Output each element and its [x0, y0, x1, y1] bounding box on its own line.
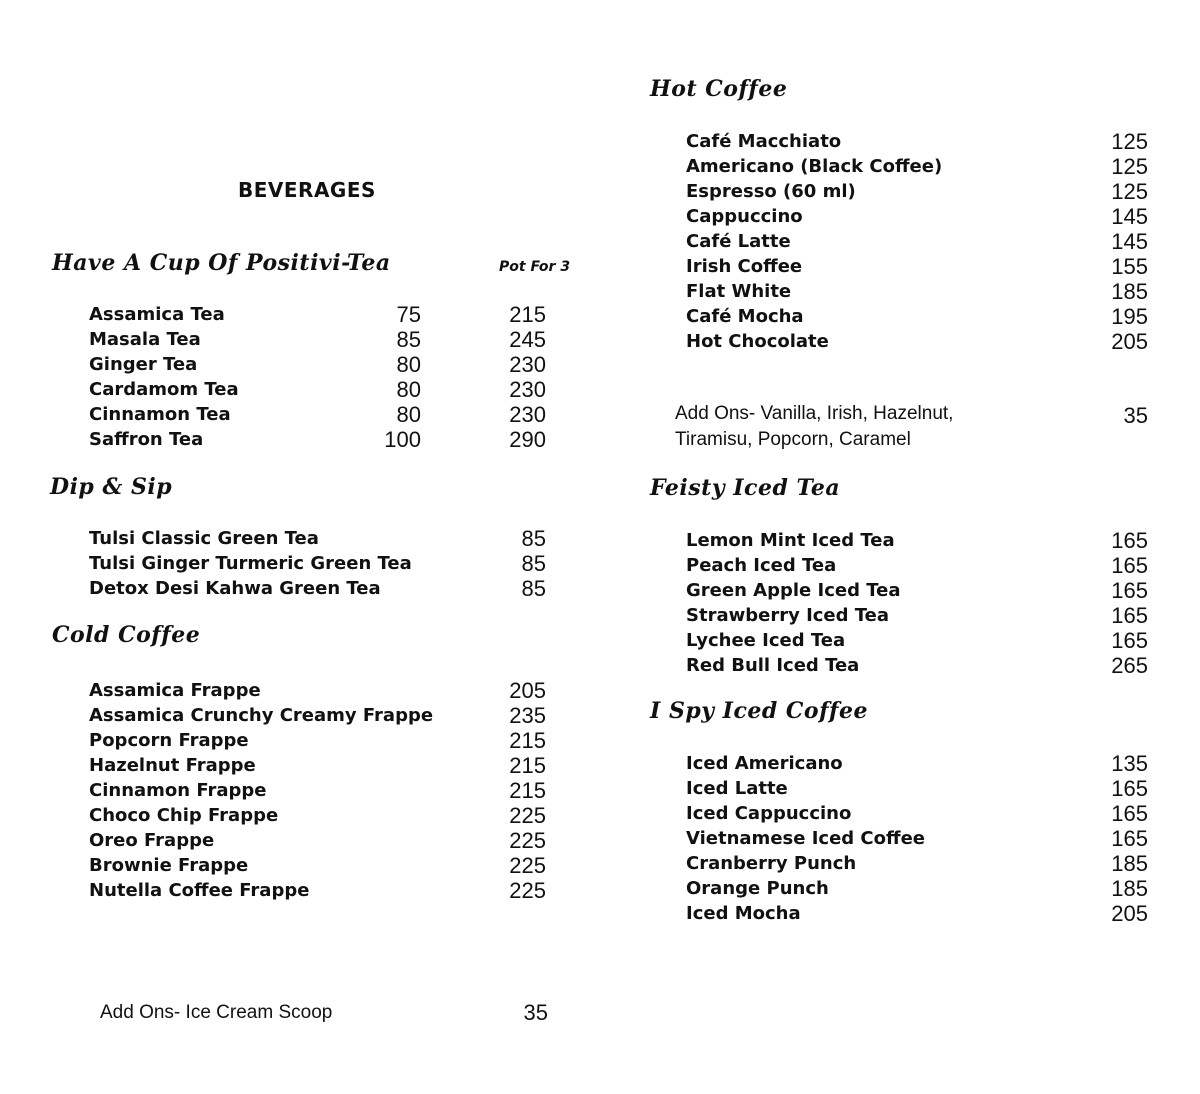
list-item: [686, 204, 1156, 229]
iced-coffee-section-heading: I Spy Iced Coffee: [650, 698, 868, 724]
item-name: Detox Desi Kahwa Green Tea: [89, 578, 381, 599]
item-name: Orange Punch: [686, 878, 829, 899]
item-name: Lychee Iced Tea: [686, 630, 846, 651]
item-name: Lemon Mint Iced Tea: [686, 530, 895, 551]
pot-price: 290: [509, 427, 546, 452]
item-price: 215: [509, 753, 546, 778]
item-price: 125: [1111, 129, 1148, 154]
hot-coffee-section-heading: Hot Coffee: [650, 76, 788, 102]
item-name: Assamica Crunchy Creamy Frappe: [89, 705, 434, 726]
list-item: [686, 229, 1156, 254]
list-item: [89, 576, 559, 601]
item-price: 165: [1111, 528, 1148, 553]
item-price: 125: [1111, 179, 1148, 204]
item-price: 195: [1111, 304, 1148, 329]
item-name: Flat White: [686, 281, 792, 302]
iced-coffee-list: [686, 751, 1156, 926]
list-item: [89, 302, 559, 327]
cold-coffee-addon-price: 35: [523, 1000, 548, 1025]
item-price: 205: [1111, 901, 1148, 926]
item-name: Cinnamon Frappe: [89, 780, 267, 801]
item-name: Popcorn Frappe: [89, 730, 249, 751]
item-name: Ginger Tea: [89, 354, 198, 375]
hot-coffee-addon-line2: Tiramisu, Popcorn, Caramel: [675, 429, 911, 450]
cup-price: 100: [384, 427, 421, 452]
pot-price: 245: [509, 327, 546, 352]
cup-price: 80: [396, 402, 421, 427]
item-name: Americano (Black Coffee): [686, 156, 943, 177]
dip-sip-list: [89, 526, 559, 601]
item-price: 85: [521, 526, 546, 551]
item-price: 225: [509, 803, 546, 828]
item-name: Strawberry Iced Tea: [686, 605, 890, 626]
item-name: Masala Tea: [89, 329, 201, 350]
list-item: [686, 129, 1156, 154]
item-name: Choco Chip Frappe: [89, 805, 279, 826]
item-price: 135: [1111, 751, 1148, 776]
list-item: [686, 528, 1156, 553]
pot-price: 230: [509, 402, 546, 427]
item-name: Cardamom Tea: [89, 379, 239, 400]
item-price: 225: [509, 878, 546, 903]
list-item: [89, 377, 559, 402]
cup-price: 80: [396, 352, 421, 377]
item-price: 165: [1111, 578, 1148, 603]
item-name: Peach Iced Tea: [686, 555, 837, 576]
item-price: 185: [1111, 851, 1148, 876]
hot-coffee-addon-line1: Add Ons- Vanilla, Irish, Hazelnut,: [675, 403, 954, 424]
item-name: Café Mocha: [686, 306, 804, 327]
list-item: [89, 853, 559, 878]
list-item: [89, 803, 559, 828]
item-name: Hazelnut Frappe: [89, 755, 256, 776]
list-item: [686, 553, 1156, 578]
item-price: 145: [1111, 229, 1148, 254]
list-item: [686, 653, 1156, 678]
item-price: 165: [1111, 776, 1148, 801]
item-name: Hot Chocolate: [686, 331, 829, 352]
cold-coffee-section-heading: Cold Coffee: [52, 622, 201, 648]
list-item: [89, 703, 559, 728]
item-name: Assamica Frappe: [89, 680, 261, 701]
item-name: Iced Mocha: [686, 903, 801, 924]
pot-price: 230: [509, 377, 546, 402]
item-price: 85: [521, 551, 546, 576]
list-item: [89, 551, 559, 576]
item-price: 215: [509, 778, 546, 803]
iced-tea-list: [686, 528, 1156, 678]
item-name: Iced Cappuccino: [686, 803, 852, 824]
list-item: [89, 778, 559, 803]
item-name: Brownie Frappe: [89, 855, 249, 876]
item-price: 165: [1111, 801, 1148, 826]
dip-sip-section-heading: Dip & Sip: [50, 474, 173, 500]
tea-list: [89, 302, 559, 452]
cold-coffee-list: [89, 678, 559, 903]
pot-price: 215: [509, 302, 546, 327]
item-name: Café Macchiato: [686, 131, 842, 152]
list-item: [686, 901, 1156, 926]
iced-tea-section-heading: Feisty Iced Tea: [650, 475, 841, 501]
item-name: Assamica Tea: [89, 304, 225, 325]
list-item: [89, 828, 559, 853]
list-item: [686, 329, 1156, 354]
pot-price: 230: [509, 352, 546, 377]
tea-section-heading: Have A Cup Of Positivi-Tea: [52, 250, 391, 276]
hot-coffee-list: [686, 129, 1156, 354]
list-item: [89, 526, 559, 551]
item-price: 155: [1111, 254, 1148, 279]
item-name: Cappuccino: [686, 206, 803, 227]
item-name: Tulsi Ginger Turmeric Green Tea: [89, 553, 412, 574]
list-item: [686, 851, 1156, 876]
list-item: [89, 728, 559, 753]
cup-price: 75: [396, 302, 421, 327]
item-name: Espresso (60 ml): [686, 181, 856, 202]
item-price: 165: [1111, 603, 1148, 628]
list-item: [686, 154, 1156, 179]
list-item: [686, 876, 1156, 901]
item-price: 215: [509, 728, 546, 753]
item-name: Café Latte: [686, 231, 791, 252]
list-item: [686, 254, 1156, 279]
cup-price: 85: [396, 327, 421, 352]
list-item: [686, 751, 1156, 776]
item-name: Green Apple Iced Tea: [686, 580, 901, 601]
list-item: [686, 279, 1156, 304]
item-price: 165: [1111, 553, 1148, 578]
item-price: 185: [1111, 279, 1148, 304]
list-item: [686, 603, 1156, 628]
item-price: 235: [509, 703, 546, 728]
item-price: 125: [1111, 154, 1148, 179]
item-name: Red Bull Iced Tea: [686, 655, 860, 676]
hot-coffee-addon-price: 35: [1123, 403, 1148, 428]
list-item: [89, 678, 559, 703]
item-name: Iced Americano: [686, 753, 843, 774]
cold-coffee-addon-label: Add Ons- Ice Cream Scoop: [100, 1002, 333, 1023]
list-item: [686, 304, 1156, 329]
item-name: Saffron Tea: [89, 429, 204, 450]
item-price: 225: [509, 853, 546, 878]
list-item: [89, 878, 559, 903]
item-price: 145: [1111, 204, 1148, 229]
list-item: [686, 628, 1156, 653]
list-item: [89, 427, 559, 452]
list-item: [686, 578, 1156, 603]
item-price: 205: [1111, 329, 1148, 354]
item-price: 205: [509, 678, 546, 703]
item-name: Nutella Coffee Frappe: [89, 880, 310, 901]
list-item: [686, 801, 1156, 826]
list-item: [89, 352, 559, 377]
page-title: BEVERAGES: [238, 178, 376, 202]
item-price: 225: [509, 828, 546, 853]
list-item: [89, 327, 559, 352]
item-price: 85: [521, 576, 546, 601]
list-item: [686, 826, 1156, 851]
item-name: Iced Latte: [686, 778, 788, 799]
item-name: Irish Coffee: [686, 256, 803, 277]
item-price: 265: [1111, 653, 1148, 678]
pot-for-3-label: Pot For 3: [499, 259, 571, 275]
list-item: [89, 753, 559, 778]
cup-price: 80: [396, 377, 421, 402]
list-item: [89, 402, 559, 427]
item-price: 165: [1111, 826, 1148, 851]
list-item: [686, 776, 1156, 801]
item-price: 185: [1111, 876, 1148, 901]
item-name: Cinnamon Tea: [89, 404, 231, 425]
item-name: Oreo Frappe: [89, 830, 215, 851]
item-price: 165: [1111, 628, 1148, 653]
item-name: Cranberry Punch: [686, 853, 857, 874]
item-name: Vietnamese Iced Coffee: [686, 828, 926, 849]
item-name: Tulsi Classic Green Tea: [89, 528, 319, 549]
list-item: [686, 179, 1156, 204]
